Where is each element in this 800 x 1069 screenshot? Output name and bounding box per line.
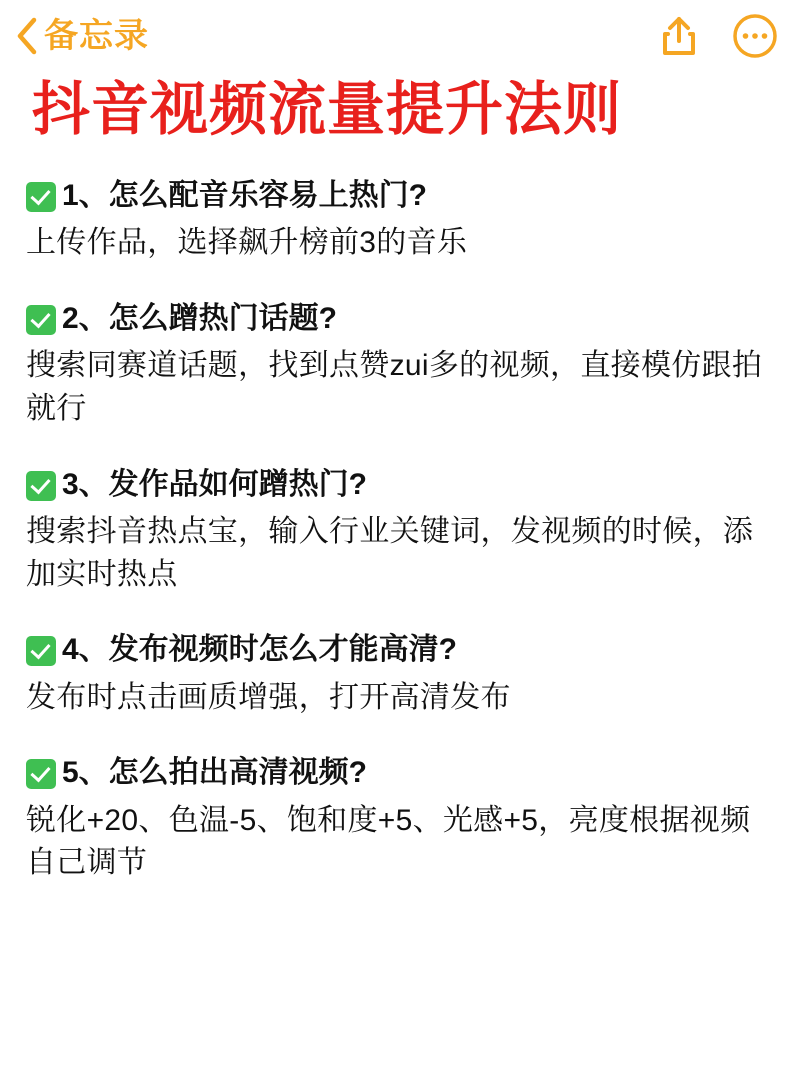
question-text: 5、怎么拍出高清视频? (62, 756, 368, 790)
back-button[interactable] (14, 16, 149, 56)
answer-text: 搜索同赛道话题，找到点赞zui多的视频，直接模仿跟拍就行 (26, 349, 763, 425)
page-title: 抖音视频流量提升法则 (32, 77, 623, 142)
question-text: 4、发布视频时怎么才能高清? (62, 633, 458, 667)
checkbox-checked-icon[interactable] (26, 759, 56, 789)
question-text: 1、怎么配音乐容易上热门? (62, 178, 428, 212)
chevron-left-icon[interactable] (14, 16, 40, 56)
answer-text: 上传作品，选择飙升榜前3的音乐 (26, 226, 468, 260)
top-navigation-bar (0, 0, 800, 72)
answer-text: 发布时点击画质增强，打开高清发布 (26, 680, 511, 714)
answer-text: 锐化+20、色温-5、饱和度+5、光感+5，亮度根据视频自己调节 (26, 803, 751, 880)
question-line (26, 630, 774, 671)
question-line (26, 465, 774, 506)
checkbox-checked-icon[interactable] (26, 305, 56, 335)
nav-title: 备忘录 (44, 17, 149, 55)
list-item (26, 299, 774, 431)
answer-text: 搜索抖音热点宝，输入行业关键词，发视频的时候，添加实时热点 (26, 515, 754, 591)
ellipsis-circle-icon[interactable] (732, 13, 778, 59)
list-item (26, 176, 774, 265)
note-content (0, 78, 800, 885)
question-text: 3、发作品如何蹭热门? (62, 467, 368, 501)
list-item (26, 630, 774, 719)
question-text: 2、怎么蹭热门话题? (62, 301, 338, 335)
checkbox-checked-icon[interactable] (26, 471, 56, 501)
checkbox-checked-icon[interactable] (26, 636, 56, 666)
list-item (26, 753, 774, 885)
question-line (26, 299, 774, 340)
nav-actions (656, 13, 778, 59)
list-item (26, 465, 774, 597)
question-line (26, 176, 774, 217)
share-upload-icon[interactable] (656, 13, 702, 59)
question-line (26, 753, 774, 794)
checkbox-checked-icon[interactable] (26, 182, 56, 212)
